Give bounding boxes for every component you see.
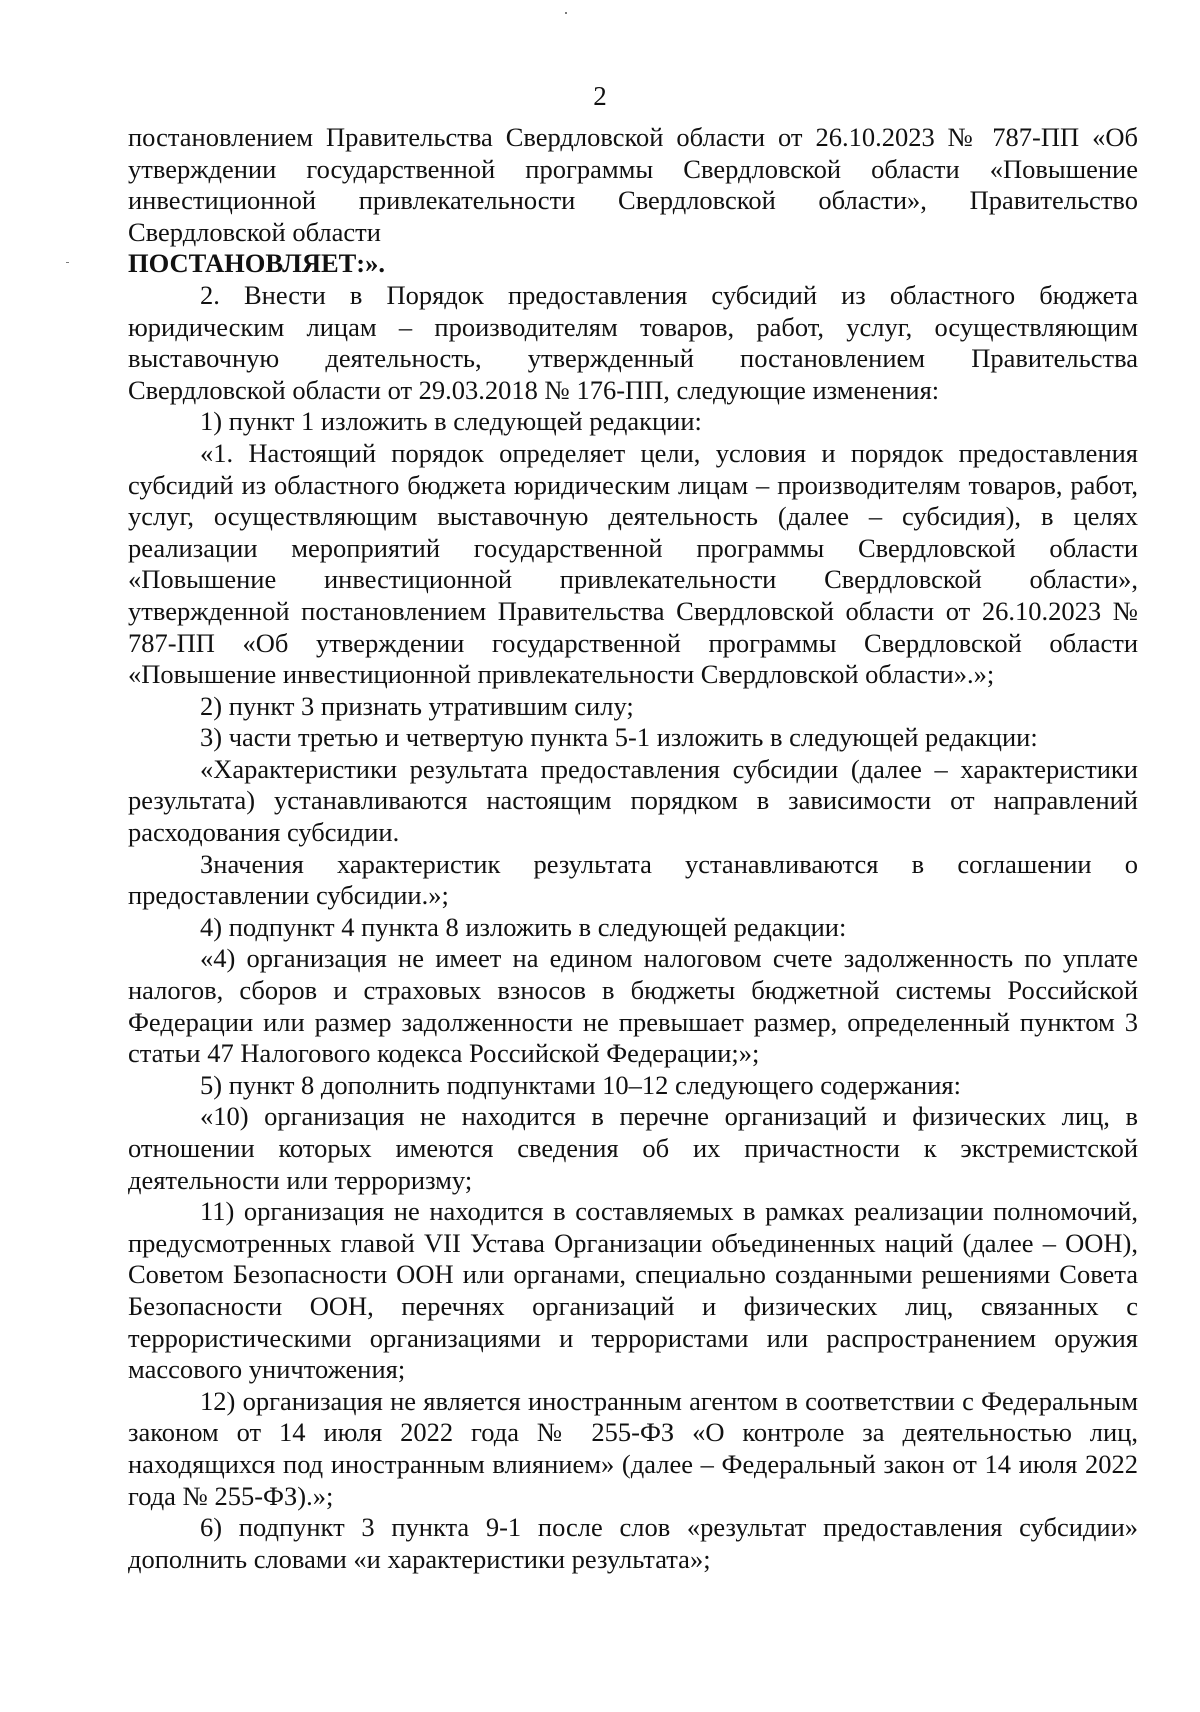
- paragraph-subitem-3: 3) части третью и четвертую пункта 5-1 изложить в следующей редакции:: [200, 722, 1038, 753]
- paragraph-characteristics: «Характеристики результата предоставления субсидии (далее – характеристики результата) устанавливаются настоящим порядком в зависимости от направлений расходования субсидии.: [128, 753, 1138, 848]
- scan-artifact-top: [565, 12, 567, 14]
- paragraph-subpoint-11: 11) организация не находится в составляемых в рамках реализации полномочий, предусмотренных главой VII Устава Организации объединенных наций (далее – ООН), Советом Безопасности ООН или органами, специально созданными решениями Совета Безопасности ООН, перечнях организаций и физических лиц, связанных с террористическими организациями и террористами или распространением оружия массового уничтожения;: [128, 1196, 1138, 1385]
- scan-artifact-left: [66, 262, 69, 263]
- document-body: [128, 122, 1138, 1575]
- paragraph-characteristics-values: Значения характеристик результата устанавливаются в соглашении о предоставлении субсидии.»;: [128, 848, 1138, 911]
- paragraph-subpoint-10: «10) организация не находится в перечне организаций и физических лиц, в отношении которых имеются сведения об их причастности к экстремистской деятельности или терроризму;: [128, 1101, 1138, 1195]
- paragraph-intro-continuation: постановлением Правительства Свердловской области от 26.10.2023 № 787-ПП «Об утверждении государственной программы Свердловской области «Повышение инвестиционной привлекательности Свердловской области», Правительство Свердловской области: [128, 122, 1138, 247]
- paragraph-subitem-2: 2) пункт 3 признать утратившим силу;: [200, 690, 634, 721]
- paragraph-item-2: 2. Внести в Порядок предоставления субсидий из областного бюджета юридическим лицам – производителям товаров, работ, услуг, осуществляющим выставочную деятельность, утвержденный постановлением Правительства Свердловской области от 29.03.2018 № 176-ПП, следующие изменения:: [128, 279, 1138, 405]
- paragraph-subitem-5: 5) пункт 8 дополнить подпунктами 10–12 следующего содержания:: [200, 1069, 961, 1100]
- paragraph-subitem-6: 6) подпункт 3 пункта 9-1 после слов «результат предоставления субсидии» дополнить словами «и характеристики результата»;: [128, 1512, 1138, 1574]
- paragraph-resolves: ПОСТАНОВЛЯЕТ:».: [128, 248, 386, 279]
- page-number: 2: [593, 81, 607, 111]
- paragraph-new-point-1: «1. Настоящий порядок определяет цели, условия и порядок предоставления субсидий из областного бюджета юридическим лицам – производителям товаров, работ, услуг, осуществляющим выставочную деятельность (далее – субсидия), в целях реализации мероприятий государственной программы Свердловской области «Повышение инвестиционной привлекательности Свердловской области», утвержденной постановлением Правительства Свердловской области от 26.10.2023 № 787-ПП «Об утверждении государственной программы Свердловской области «Повышение инвестиционной привлекательности Свердловской области».»;: [128, 437, 1138, 690]
- paragraph-subitem-4: 4) подпункт 4 пункта 8 изложить в следующей редакции:: [200, 911, 847, 942]
- paragraph-new-subpoint-4: «4) организация не имеет на едином налоговом счете задолженность по уплате налогов, сборов и страховых взносов в бюджеты бюджетной системы Российской Федерации или размер задолженности не превышает размер, определенный пунктом 3 статьи 47 Налогового кодекса Российской Федерации;»;: [128, 943, 1138, 1069]
- paragraph-subpoint-12: 12) организация не является иностранным агентом в соответствии с Федеральным законом от 14 июля 2022 года № 255-ФЗ «О контроле за деятельностью лиц, находящихся под иностранным влиянием» (далее – Федеральный закон от 14 июля 2022 года № 255-ФЗ).»;: [128, 1385, 1138, 1511]
- paragraph-subitem-1: 1) пункт 1 изложить в следующей редакции:: [200, 406, 702, 437]
